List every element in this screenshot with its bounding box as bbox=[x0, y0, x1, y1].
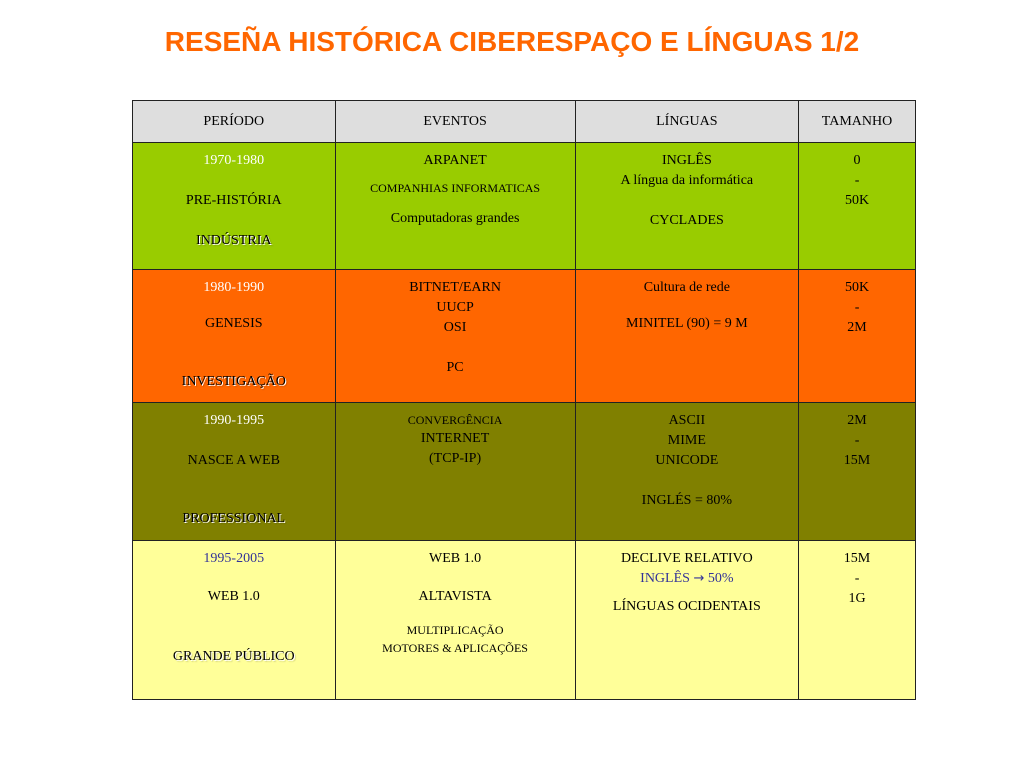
event-line: COMPANHIAS INFORMATICAS bbox=[370, 181, 541, 195]
size-to: 2M bbox=[847, 320, 867, 335]
event-line: MULTIPLICAÇÃO bbox=[406, 623, 504, 637]
event-line: WEB 1.0 bbox=[429, 551, 482, 566]
tamanho-cell bbox=[799, 541, 916, 700]
eventos-cell bbox=[335, 403, 575, 541]
period-name: WEB 1.0 bbox=[207, 589, 260, 604]
size-to: 50K bbox=[844, 193, 870, 208]
language-line: DECLIVE RELATIVO bbox=[620, 551, 753, 566]
language-line: CYCLADES bbox=[649, 213, 724, 228]
linguas-cell bbox=[575, 541, 798, 700]
table-row bbox=[133, 541, 916, 700]
event-line: BITNET/EARN bbox=[409, 280, 501, 295]
language-line: INGLÉS = 80% bbox=[641, 493, 733, 508]
period-name: NASCE A WEB bbox=[187, 453, 280, 468]
linguas-cell bbox=[575, 403, 798, 541]
event-line: CONVERGÊNCIA bbox=[407, 413, 503, 427]
period-years: 1990-1995 bbox=[203, 413, 265, 428]
period-name: GENESIS bbox=[204, 316, 263, 331]
eventos-cell bbox=[335, 143, 575, 270]
period-years: 1970-1980 bbox=[203, 153, 265, 168]
history-table bbox=[132, 100, 916, 700]
periodo-cell bbox=[133, 270, 336, 403]
event-line: ARPANET bbox=[423, 153, 487, 168]
eventos-cell bbox=[335, 541, 575, 700]
period-actor: GRANDE PÚBLICO bbox=[172, 649, 295, 664]
periodo-cell bbox=[133, 143, 336, 270]
tamanho-cell bbox=[799, 403, 916, 541]
table-row bbox=[133, 270, 916, 403]
size-sep: - bbox=[854, 300, 860, 315]
language-line: INGLÊS bbox=[661, 153, 712, 168]
period-years: 1995-2005 bbox=[203, 551, 265, 566]
event-line: MOTORES & APLICAÇÕES bbox=[382, 641, 528, 655]
slide-title: RESEÑA HISTÓRICA CIBERESPAÇO E LÍNGUAS 1/2 bbox=[164, 26, 860, 57]
linguas-cell bbox=[575, 143, 798, 270]
size-from: 2M bbox=[847, 413, 867, 428]
size-to: 15M bbox=[843, 453, 871, 468]
language-line bbox=[580, 569, 794, 589]
header-periodo: PERÍODO bbox=[133, 101, 336, 143]
period-actor: INVESTIGAÇÃO bbox=[181, 374, 286, 389]
header-tamanho: TAMANHO bbox=[799, 101, 916, 143]
linguas-cell bbox=[575, 270, 798, 403]
size-to: 1G bbox=[848, 591, 866, 606]
language-line: ASCII bbox=[668, 413, 706, 428]
period-name: PRE-HISTÓRIA bbox=[185, 193, 282, 208]
tamanho-cell bbox=[799, 270, 916, 403]
periodo-cell bbox=[133, 541, 336, 700]
table-row bbox=[133, 403, 916, 541]
language-percent: 50% bbox=[707, 571, 734, 586]
language-label: INGLÊS bbox=[640, 571, 690, 586]
period-years: 1980-1990 bbox=[203, 280, 265, 295]
event-line: (TCP-IP) bbox=[429, 451, 482, 466]
size-sep: - bbox=[854, 433, 860, 448]
header-linguas: LÍNGUAS bbox=[575, 101, 798, 143]
tamanho-cell bbox=[799, 143, 916, 270]
header-eventos: EVENTOS bbox=[335, 101, 575, 143]
period-actor: INDÚSTRIA bbox=[196, 233, 272, 248]
size-from: 15M bbox=[843, 551, 871, 566]
language-line: UNICODE bbox=[655, 453, 719, 468]
size-sep: - bbox=[854, 571, 860, 586]
arrow-right-icon: → bbox=[693, 571, 705, 586]
size-from: 50K bbox=[844, 280, 870, 295]
language-line: A língua da informática bbox=[620, 173, 754, 188]
periodo-cell bbox=[133, 403, 336, 541]
header-row bbox=[133, 101, 916, 143]
language-line: Cultura de rede bbox=[643, 280, 730, 295]
size-from: 0 bbox=[853, 153, 861, 168]
language-line: MINITEL (90) = 9 M bbox=[626, 316, 748, 331]
event-line: UUCP bbox=[436, 300, 474, 315]
event-line: INTERNET bbox=[420, 431, 490, 446]
event-line: PC bbox=[446, 360, 464, 375]
period-actor: PROFESSIONAL bbox=[182, 511, 286, 526]
eventos-cell bbox=[335, 270, 575, 403]
table-row bbox=[133, 143, 916, 270]
event-line: Computadoras grandes bbox=[390, 211, 520, 226]
size-sep: - bbox=[854, 173, 860, 188]
language-line: LÍNGUAS OCIDENTAIS bbox=[612, 599, 761, 614]
language-line: MIME bbox=[667, 433, 706, 448]
event-line: ALTAVISTA bbox=[418, 589, 492, 604]
event-line: OSI bbox=[443, 320, 467, 335]
